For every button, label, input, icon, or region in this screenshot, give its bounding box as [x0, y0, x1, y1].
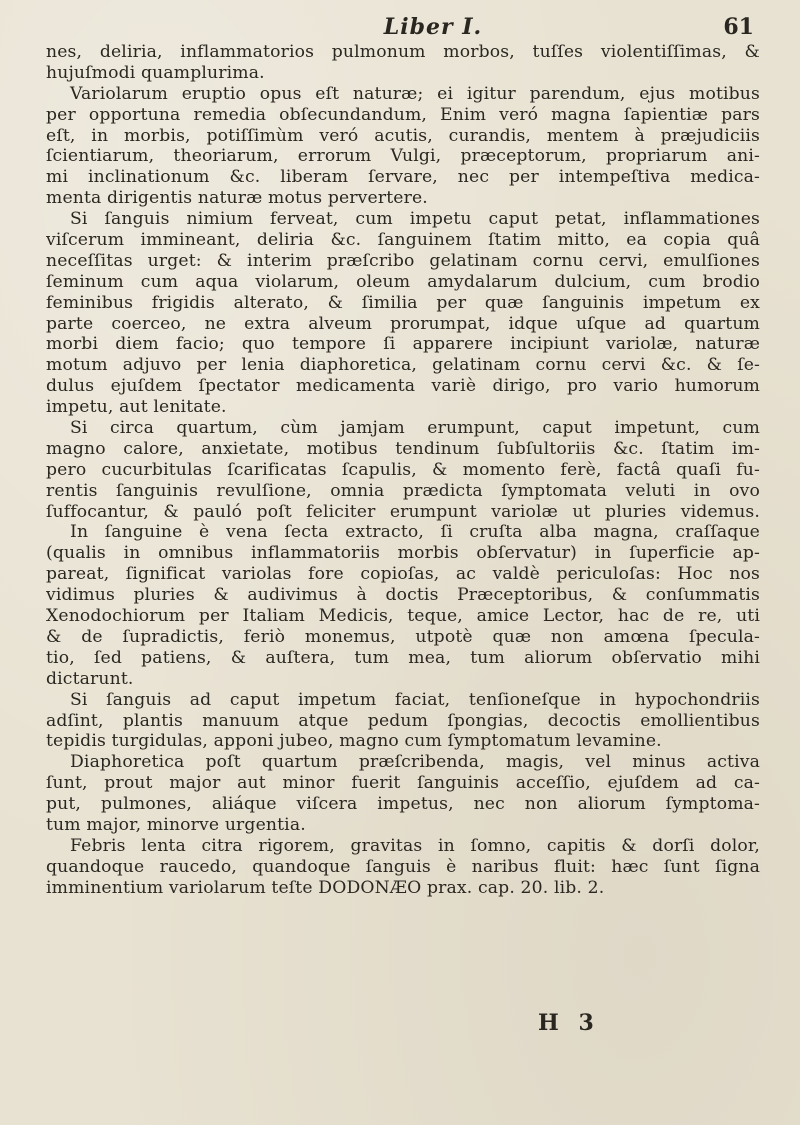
text-line: ſeminum cum aqua violarum, oleum amydalarum dulcium, cum brodio [46, 271, 760, 292]
text-line: Si ſanguis ad caput impetum faciat, tenſioneſque in hypochondriis [70, 689, 760, 710]
text-line: Si circa quartum, cùm jamjam erumpunt, caput impetunt, cum [70, 418, 760, 439]
text-line: (qualis in omnibus inflammatoriis morbis obſervatur) in ſuperficie ap- [46, 543, 760, 564]
text-line: nes, deliria, inflammatorios pulmonum morbos, tuſſes violentiſſimas, & [46, 42, 760, 62]
text-line: ſcientiarum, theoriarum, errorum Vulgi, præceptorum, propriarum ani- [46, 146, 760, 167]
text-line: adſint, plantis manuum atque pedum ſpongias, decoctis emollientibus [46, 710, 760, 731]
text-line: imminentium variolarum teſte DODONÆO prax. cap. 20. lib. 2. [46, 877, 605, 898]
text-line: dictarunt. [46, 668, 134, 689]
text-line: put, pulmones, aliáque viſcera impetus, nec non aliorum ſymptoma- [46, 794, 760, 815]
text-line: In ſanguine è vena ſecta extracto, ſi cruſta alba magna, craſſaque [70, 522, 760, 543]
text-line: Diaphoretica poſt quartum præſcribenda, magis, vel minus activa [70, 752, 760, 773]
text-line: menta dirigentis naturæ motus pervertere. [46, 188, 428, 209]
signature-mark: H 3 [538, 1010, 600, 1036]
text-line: quandoque raucedo, quandoque ſanguis è naribus fluit: hæc ſunt ſigna [46, 856, 760, 877]
text-line: ſuffocantur, & pauló poſt feliciter erumpunt variolæ ut pluries videmus. [46, 501, 760, 522]
text-line: motum adjuvo per lenia diaphoretica, gelatinam cornu cervi &c. & ſe- [46, 355, 760, 376]
text-line: morbi diem facio; quo tempore ſi apparere incipiunt variolæ, naturæ [46, 334, 760, 355]
text-line: mi inclinationum &c. liberam ſervare, nec per intempeſtiva medica- [46, 167, 760, 188]
text-line: & de ſupradictis, feriò monemus, utpotè quæ non amœna ſpecula- [46, 626, 760, 647]
text-line: pareat, ſignificat variolas fore copioſas, ac valdè periculoſas: Hoc nos [46, 564, 760, 585]
body-text [46, 42, 760, 899]
text-line: per opportuna remedia obſecundandum, Enim veró magna ſapientiæ pars [46, 104, 760, 125]
page-header [46, 12, 760, 42]
text-line: hujuſmodi quamplurima. [46, 62, 265, 83]
text-line: ſunt, prout major aut minor fuerit ſanguinis acceſſio, ejuſdem ad ca- [46, 773, 760, 794]
text-line: feminibus frigidis alterato, & ſimilia per quæ ſanguinis impetum ex [46, 292, 760, 313]
running-head: Liber I. [383, 14, 483, 40]
text-line: viſcerum immineant, deliria &c. ſanguinem ſtatim mitto, ea copia quâ [46, 230, 760, 251]
text-line: tum major, minorve urgentia. [46, 814, 306, 835]
text-line: impetu, aut lenitate. [46, 397, 227, 418]
text-line: tepidis turgidulas, apponi jubeo, magno cum ſymptomatum levamine. [46, 731, 662, 752]
text-line: pero cucurbitulas ſcarificatas ſcapulis, & momento ferè, factâ quaſi fu- [46, 459, 760, 480]
text-line: magno calore, anxietate, motibus tendinum ſubſultoriis &c. ſtatim im- [46, 438, 760, 459]
text-line: neceſſitas urget: & interim præſcribo gelatinam cornu cervi, emulſiones [46, 250, 760, 271]
text-line: Si ſanguis nimium ferveat, cum impetu caput petat, inflammationes [70, 209, 760, 230]
page-number: 61 [723, 14, 754, 40]
text-line: parte coerceo, ne extra alveum prorumpat, idque uſque ad quartum [46, 313, 760, 334]
text-line: eſt, in morbis, potiſſimùm veró acutis, curandis, mentem à præjudiciis [46, 125, 760, 146]
text-line: Variolarum eruptio opus eſt naturæ; ei igitur parendum, ejus motibus [70, 83, 760, 104]
text-line: Febris lenta citra rigorem, gravitas in ſomno, capitis & dorſi dolor, [70, 835, 760, 856]
text-line: rentis ſanguinis revulſione, omnia prædicta ſymptomata veluti in ovo [46, 480, 760, 501]
text-line: vidimus pluries & audivimus à doctis Præceptoribus, & conſummatis [46, 585, 760, 606]
text-line: tio, ſed patiens, & auſtera, tum mea, tum aliorum obſervatio mihi [46, 647, 760, 668]
text-line: dulus ejuſdem ſpectator medicamenta variè dirigo, pro vario humorum [46, 376, 760, 397]
text-line: Xenodochiorum per Italiam Medicis, teque, amice Lector, hac de re, uti [46, 606, 760, 627]
